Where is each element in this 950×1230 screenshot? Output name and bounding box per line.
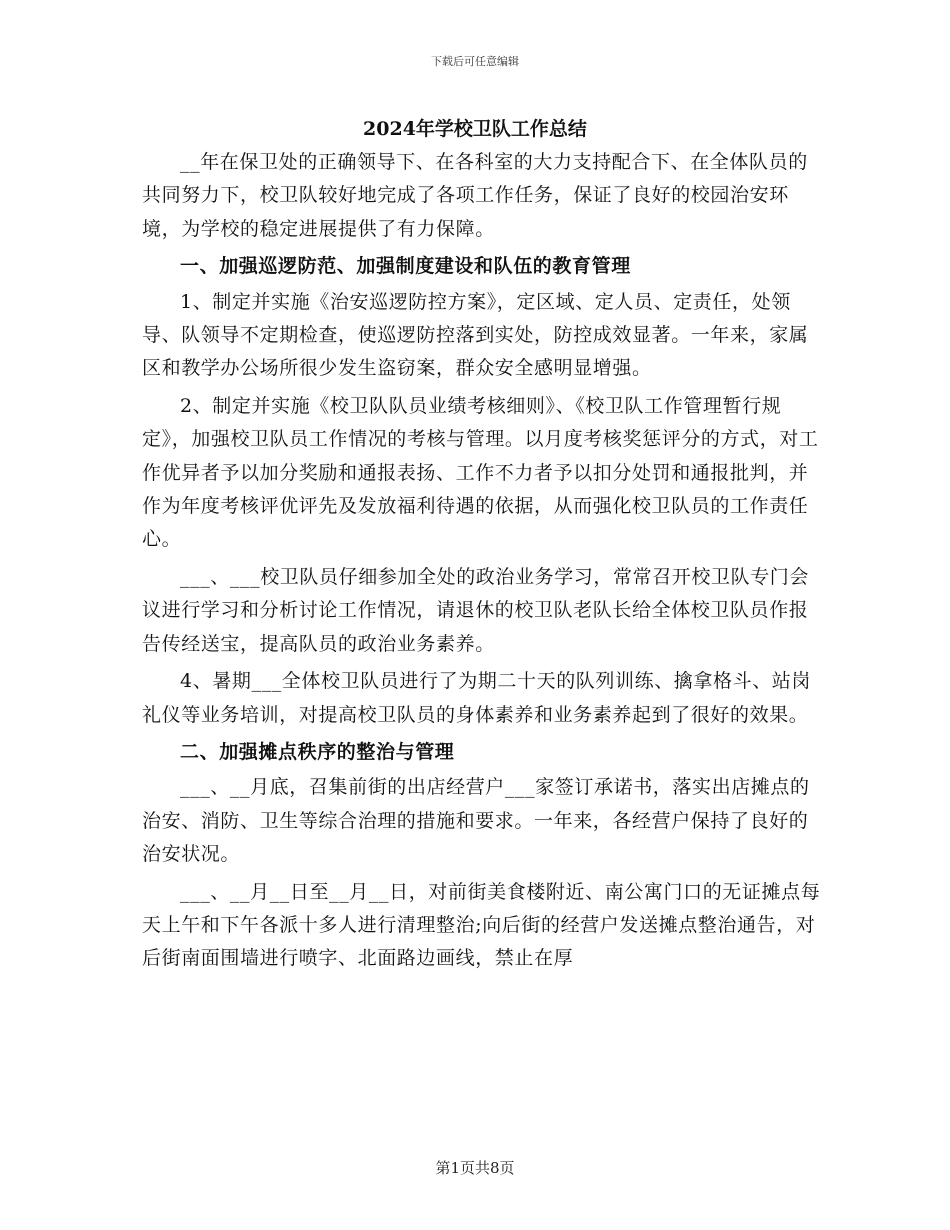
paragraph-section2-item-1: ___、__月底，召集前街的出店经营户___家签订承诺书，落实出店摊点的治安、消防、卫生等综合治理的措施和要求。一年来，各经营户保持了良好的治安状况。: [142, 776, 810, 866]
document-body: [142, 146, 822, 980]
paragraph-item-1: 1、制定并实施《治安巡逻防控方案》，定区域、定人员、定责任，处领导、队领导不定期检查，使巡逻防控落到实处，防控成效显著。一年来，家属区和教学办公场所很少发生盗窃案，群众安全感明显增强。: [142, 290, 809, 380]
section-heading-2: 二、加强摊点秩序的整治与管理: [180, 740, 455, 763]
page-header-note: 下载后可任意编辑: [431, 55, 519, 68]
paragraph-intro: __年在保卫处的正确领导下、在各科室的大力支持配合下、在全体队员的共同努力下，校卫队较好地完成了各项工作任务，保证了良好的校园治安环境，为学校的稳定进展提供了有力保障。: [142, 151, 808, 240]
paragraph-item-2: 2、制定并实施《校卫队队员业绩考核细则》、《校卫队工作管理暂行规定》，加强校卫队员工作情况的考核与管理。以月度考核奖惩评分的方式，对工作优异者予以加分奖励和通报表扬、工作不力者予以扣分处罚和通报批判，并作为年度考核评优评先及发放福利待遇的依据，从而强化校卫队员的工作责任心。: [142, 394, 819, 551]
document-title: 2024年学校卫队工作总结: [363, 118, 587, 140]
page-number: 第1页共8页: [435, 1159, 515, 1177]
paragraph-item-3: ___、___校卫队员仔细参加全处的政治业务学习，常常召开校卫队专门会议进行学习和分析讨论工作情况，请退休的校卫队老队长给全体校卫队员作报告传经送宝，提高队员的政治业务素养。: [142, 565, 810, 655]
section-heading-1: 一、加强巡逻防范、加强制度建设和队伍的教育管理: [180, 255, 631, 278]
paragraph-item-4: 4、暑期___全体校卫队员进行了为期二十天的队列训练、擒拿格斗、站岗礼仪等业务培训，对提高校卫队员的身体素养和业务素养起到了很好的效果。: [142, 670, 811, 726]
paragraph-section2-item-2: ___、__月__日至__月__日，对前街美食楼附近、南公寓门口的无证摊点每天上午和下午各派十多人进行清理整治;向后街的经营户发送摊点整治通告，对后街南面围墙进行喷字、北面路边画线，禁止在厚: [142, 880, 821, 970]
